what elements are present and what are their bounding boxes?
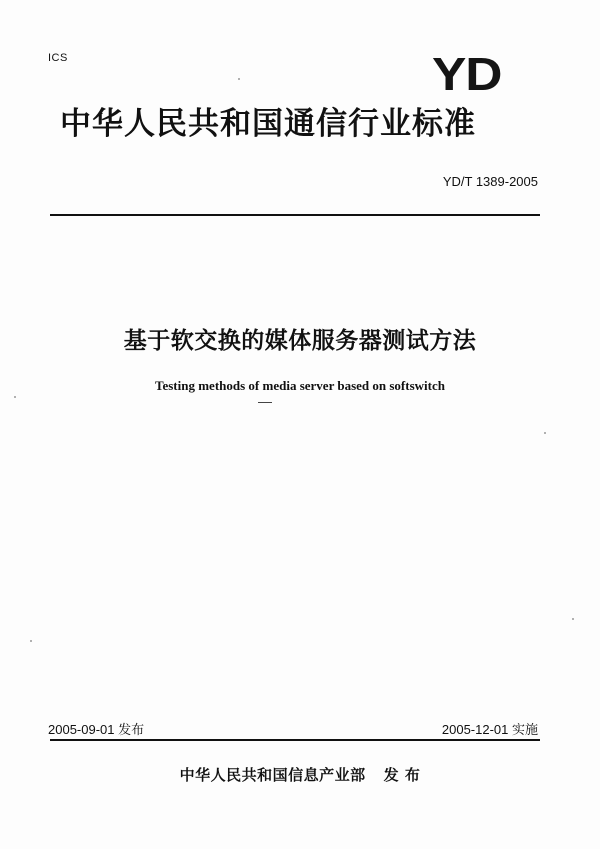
implementation-date: 2005-12-01 实施	[441, 722, 538, 737]
top-divider	[50, 214, 540, 216]
publisher-name: 中华人民共和国信息产业部	[179, 766, 366, 784]
document-title-en: Testing methods of media server based on softswitch	[155, 378, 445, 393]
standard-number: YD/T 1389-2005	[442, 174, 538, 189]
scan-speck	[30, 640, 32, 642]
document-title-cn: 基于软交换的媒体服务器测试方法	[123, 328, 477, 354]
bottom-divider	[50, 739, 540, 741]
yd-logo: YD	[432, 48, 502, 100]
scan-speck	[572, 618, 574, 620]
scan-speck	[14, 396, 16, 398]
scan-speck	[238, 78, 240, 80]
ics-label: ICS	[48, 52, 68, 64]
publish-label: 发 布	[383, 766, 421, 784]
publisher-line	[0, 764, 600, 785]
issue-date: 2005-09-01 发布	[48, 722, 145, 737]
scan-speck	[544, 432, 546, 434]
title-dash	[258, 402, 272, 403]
standard-title: 中华人民共和国通信行业标准	[60, 106, 476, 142]
